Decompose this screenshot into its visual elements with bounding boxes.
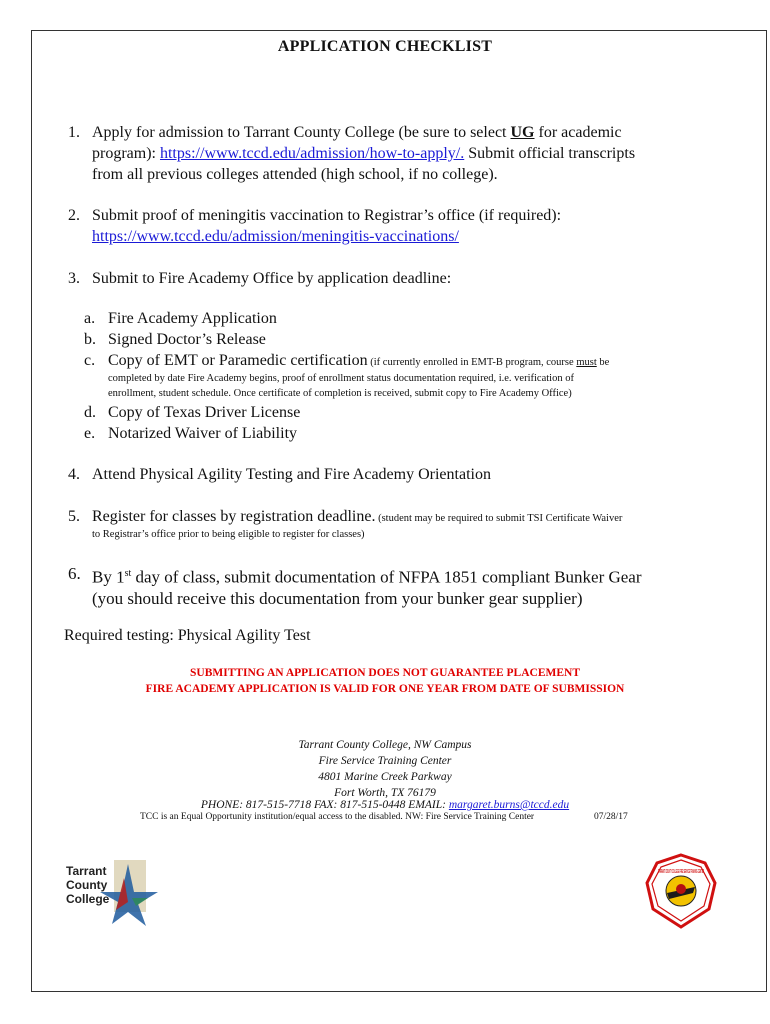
checklist-item-5 [68, 506, 748, 527]
contact-campus: Tarrant County College, NW Campus [298, 739, 472, 751]
tcc-logo-graphic [62, 858, 162, 928]
contact-city: Fort Worth, TX 76179 [334, 787, 436, 799]
email-link[interactable]: margaret.burns@tccd.edu [448, 799, 570, 811]
sub-item-c: c. Copy of EMT or Paramedic certification (if currently enrolled in EMT-B program, course must be [84, 352, 610, 369]
seal-lettering: TARRANT COUNTY COLLEGE FIRE SERVICE TRAINING CENTER [658, 869, 705, 875]
sub-item-a: a. Fire Academy Application [84, 310, 277, 327]
meningitis-link[interactable]: https://www.tccd.edu/admission/meningitis-vaccinations/ [92, 228, 459, 245]
fire-seal-graphic [643, 853, 719, 929]
contact-street: 4801 Marine Creek Parkway [318, 771, 452, 783]
required-testing: Required testing: Physical Agility Test [64, 627, 311, 644]
checklist-item-3 [68, 268, 748, 289]
item-text: Submit to Fire Academy Office by application deadline: [92, 270, 452, 287]
warning-validity: FIRE ACADEMY APPLICATION IS VALID FOR ONE YEAR FROM DATE OF SUBMISSION [145, 683, 625, 695]
item-text: Register for classes by registration deadline. (student may be required to submit TSI Certificate Waiver [92, 508, 623, 525]
fire-training-seal [643, 853, 719, 929]
item-number: 3. [68, 270, 80, 287]
tcc-logo [62, 858, 162, 928]
checklist-item-6 [68, 563, 758, 609]
ug-emphasis: UG [510, 124, 535, 141]
document-date: 07/28/17 [594, 812, 628, 822]
item-number: 2. [68, 207, 80, 224]
checklist-item-4 [68, 464, 748, 485]
item-number: 4. [68, 466, 80, 483]
warning-placement: SUBMITTING AN APPLICATION DOES NOT GUARANTEE PLACEMENT [190, 667, 580, 679]
item-text: By 1st day of class, submit documentation of NFPA 1851 compliant Bunker Gear (you should receive this documentation from your bunker gear supplier) [92, 567, 642, 608]
sub-item-c-note: completed by date Fire Academy begins, proof of enrollment status documentation required, i.e. verification of enrollment, student schedule. Once certificate of completion is received, submit copy to Fire Academy Office) [108, 373, 574, 399]
tcc-logo-line2: County [66, 878, 108, 892]
item-5-note: to Registrar’s office prior to being eligible to register for classes) [92, 529, 365, 540]
sub-item-b: b. Signed Doctor’s Release [84, 331, 266, 348]
page-title: APPLICATION CHECKLIST [277, 38, 493, 55]
item-text: Attend Physical Agility Testing and Fire Academy Orientation [92, 466, 491, 483]
contact-phone-email: PHONE: 817-515-7718 FAX: 817-515-0448 EMAIL: margaret.burns@tccd.edu [200, 799, 570, 811]
sub-item-e: e. Notarized Waiver of Liability [84, 425, 298, 442]
eeo-statement: TCC is an Equal Opportunity institution/equal access to the disabled. NW: Fire Service Training Center [140, 812, 535, 822]
item-text: Apply for admission to Tarrant County College (be sure to select UG for academic program): https://www.tccd.edu/admission/how-to-apply/. Submit official transcripts from all previous colleges attended (high school, if no college). [92, 124, 636, 183]
checklist-item-1 [68, 122, 748, 185]
contact-center: Fire Service Training Center [318, 755, 452, 767]
how-to-apply-link[interactable]: https://www.tccd.edu/admission/how-to-apply/. [159, 145, 465, 162]
item-number: 5. [68, 508, 80, 525]
sub-item-d: d. Copy of Texas Driver License [84, 404, 301, 421]
item-number: 6. [68, 564, 81, 583]
item-text: Submit proof of meningitis vaccination to Registrar’s office (if required): https://www.tccd.edu/admission/meningitis-vaccinations/ [92, 207, 562, 245]
checklist-item-2 [68, 205, 748, 247]
tcc-logo-line3: College [66, 892, 110, 906]
item-number: 1. [68, 124, 80, 141]
tcc-logo-line1: Tarrant [66, 864, 107, 878]
